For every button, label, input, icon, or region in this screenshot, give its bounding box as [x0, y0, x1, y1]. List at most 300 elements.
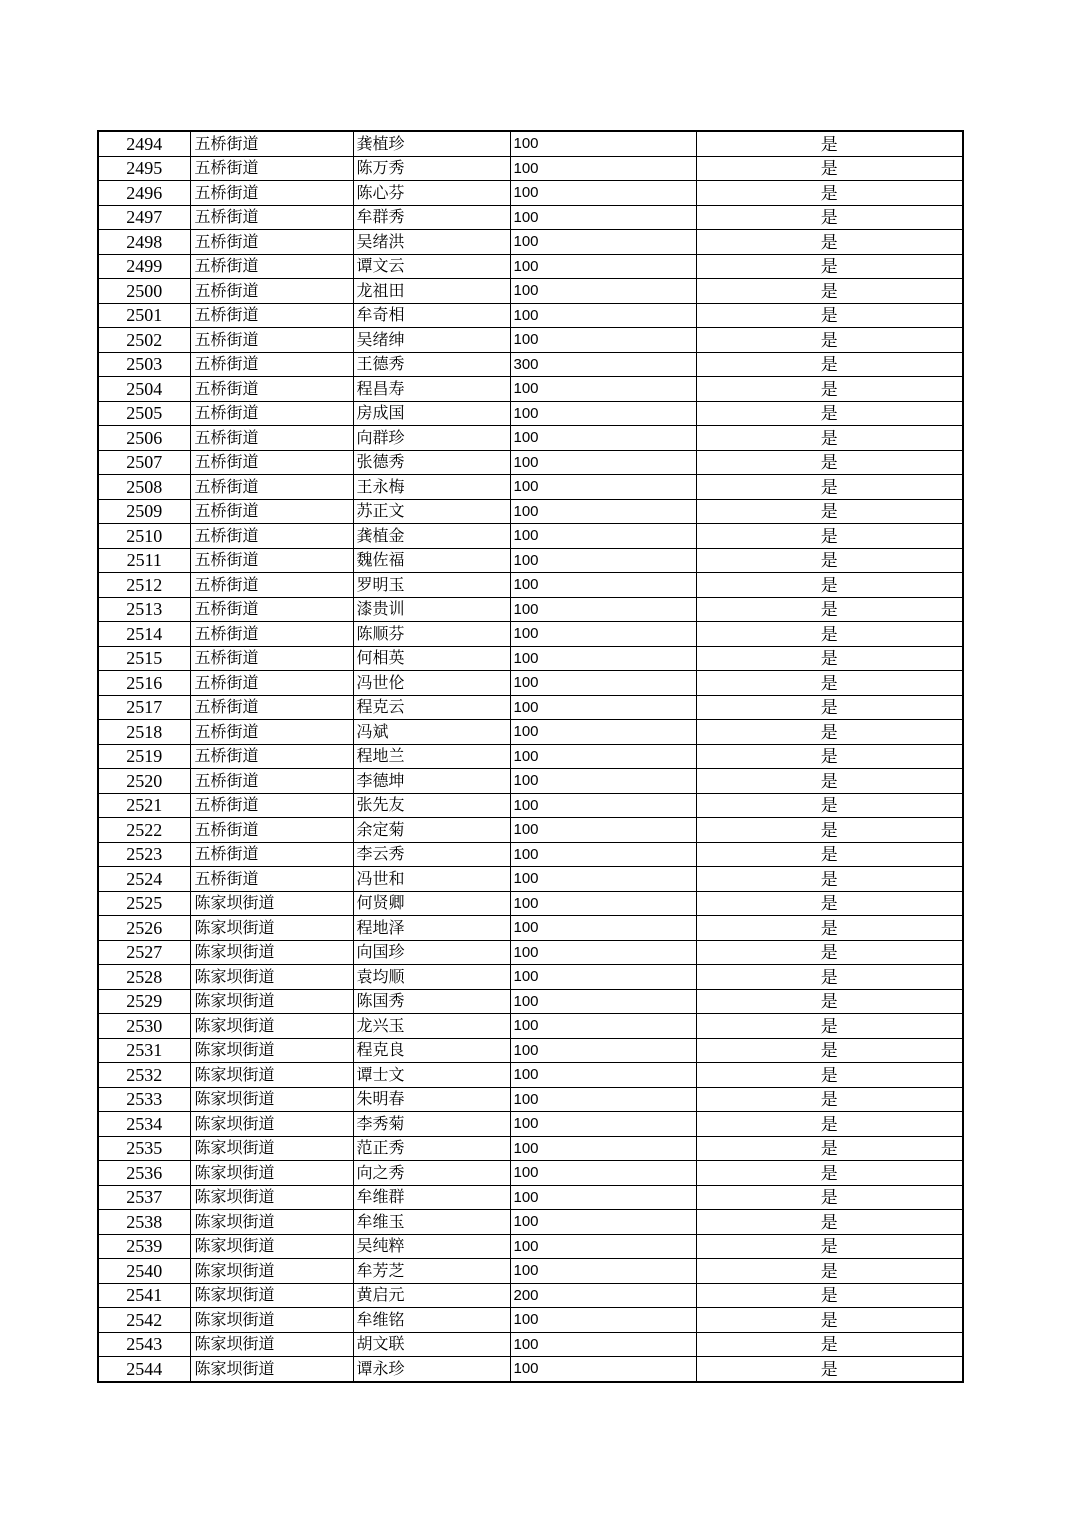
street-cell: 陈家坝街道 [190, 1283, 353, 1308]
street-cell: 五桥街道 [190, 524, 353, 549]
row-number-cell: 2498 [98, 230, 190, 255]
street-cell: 陈家坝街道 [190, 891, 353, 916]
street-cell: 陈家坝街道 [190, 1210, 353, 1235]
table-row [98, 303, 963, 328]
street-cell: 陈家坝街道 [190, 1112, 353, 1137]
row-number-cell: 2528 [98, 965, 190, 990]
row-number-cell: 2512 [98, 573, 190, 598]
street-cell: 五桥街道 [190, 254, 353, 279]
status-cell: 是 [696, 1259, 963, 1284]
status-cell: 是 [696, 1014, 963, 1039]
person-name-cell: 冯世伦 [353, 671, 510, 696]
person-name-cell: 苏正文 [353, 499, 510, 524]
amount-cell: 100 [510, 279, 696, 304]
status-cell: 是 [696, 156, 963, 181]
person-name-cell: 袁均顺 [353, 965, 510, 990]
table-row [98, 450, 963, 475]
amount-cell: 200 [510, 1283, 696, 1308]
table-row [98, 230, 963, 255]
table-row [98, 548, 963, 573]
street-cell: 陈家坝街道 [190, 1087, 353, 1112]
street-cell: 五桥街道 [190, 720, 353, 745]
amount-cell: 100 [510, 1014, 696, 1039]
table-row [98, 1112, 963, 1137]
table-row [98, 1136, 963, 1161]
street-cell: 五桥街道 [190, 646, 353, 671]
amount-cell: 100 [510, 769, 696, 794]
person-name-cell: 程克云 [353, 695, 510, 720]
table-row [98, 377, 963, 402]
status-cell: 是 [696, 1234, 963, 1259]
status-cell: 是 [696, 1087, 963, 1112]
row-number-cell: 2505 [98, 401, 190, 426]
status-cell: 是 [696, 499, 963, 524]
amount-cell: 100 [510, 401, 696, 426]
person-name-cell: 陈万秀 [353, 156, 510, 181]
row-number-cell: 2509 [98, 499, 190, 524]
status-cell: 是 [696, 181, 963, 206]
status-cell: 是 [696, 842, 963, 867]
amount-cell: 100 [510, 1136, 696, 1161]
row-number-cell: 2506 [98, 426, 190, 451]
row-number-cell: 2511 [98, 548, 190, 573]
street-cell: 五桥街道 [190, 573, 353, 598]
status-cell: 是 [696, 401, 963, 426]
table-row [98, 1308, 963, 1333]
street-cell: 陈家坝街道 [190, 965, 353, 990]
street-cell: 五桥街道 [190, 475, 353, 500]
row-number-cell: 2535 [98, 1136, 190, 1161]
row-number-cell: 2500 [98, 279, 190, 304]
amount-cell: 100 [510, 156, 696, 181]
row-number-cell: 2525 [98, 891, 190, 916]
table-row [98, 1161, 963, 1186]
street-cell: 陈家坝街道 [190, 989, 353, 1014]
status-cell: 是 [696, 328, 963, 353]
person-name-cell: 龚植金 [353, 524, 510, 549]
status-cell: 是 [696, 1161, 963, 1186]
amount-cell: 100 [510, 842, 696, 867]
row-number-cell: 2533 [98, 1087, 190, 1112]
status-cell: 是 [696, 695, 963, 720]
person-name-cell: 漆贵训 [353, 597, 510, 622]
table-row [98, 1234, 963, 1259]
person-name-cell: 李秀菊 [353, 1112, 510, 1137]
row-number-cell: 2495 [98, 156, 190, 181]
status-cell: 是 [696, 769, 963, 794]
amount-cell: 100 [510, 450, 696, 475]
status-cell: 是 [696, 597, 963, 622]
status-cell: 是 [696, 524, 963, 549]
status-cell: 是 [696, 916, 963, 941]
person-name-cell: 牟群秀 [353, 205, 510, 230]
street-cell: 陈家坝街道 [190, 1185, 353, 1210]
table-row [98, 475, 963, 500]
row-number-cell: 2531 [98, 1038, 190, 1063]
person-name-cell: 李德坤 [353, 769, 510, 794]
street-cell: 五桥街道 [190, 426, 353, 451]
table-row [98, 793, 963, 818]
table-row [98, 744, 963, 769]
amount-cell: 100 [510, 230, 696, 255]
person-name-cell: 陈顺芬 [353, 622, 510, 647]
amount-cell: 100 [510, 524, 696, 549]
row-number-cell: 2520 [98, 769, 190, 794]
status-cell: 是 [696, 891, 963, 916]
person-name-cell: 何贤卿 [353, 891, 510, 916]
status-cell: 是 [696, 352, 963, 377]
status-cell: 是 [696, 989, 963, 1014]
row-number-cell: 2529 [98, 989, 190, 1014]
table-row [98, 1014, 963, 1039]
row-number-cell: 2530 [98, 1014, 190, 1039]
street-cell: 五桥街道 [190, 401, 353, 426]
table-row [98, 499, 963, 524]
table-row [98, 597, 963, 622]
status-cell: 是 [696, 744, 963, 769]
status-cell: 是 [696, 1210, 963, 1235]
street-cell: 五桥街道 [190, 818, 353, 843]
person-name-cell: 程地兰 [353, 744, 510, 769]
amount-cell: 100 [510, 671, 696, 696]
row-number-cell: 2524 [98, 867, 190, 892]
street-cell: 陈家坝街道 [190, 1161, 353, 1186]
row-number-cell: 2536 [98, 1161, 190, 1186]
row-number-cell: 2523 [98, 842, 190, 867]
row-number-cell: 2539 [98, 1234, 190, 1259]
table-row [98, 279, 963, 304]
table-row [98, 131, 963, 156]
street-cell: 五桥街道 [190, 548, 353, 573]
person-name-cell: 牟奇相 [353, 303, 510, 328]
person-name-cell: 李云秀 [353, 842, 510, 867]
amount-cell: 100 [510, 548, 696, 573]
street-cell: 陈家坝街道 [190, 1259, 353, 1284]
table-row [98, 254, 963, 279]
person-name-cell: 魏佐福 [353, 548, 510, 573]
row-number-cell: 2544 [98, 1357, 190, 1382]
row-number-cell: 2497 [98, 205, 190, 230]
status-cell: 是 [696, 475, 963, 500]
person-name-cell: 胡文联 [353, 1332, 510, 1357]
row-number-cell: 2496 [98, 181, 190, 206]
row-number-cell: 2513 [98, 597, 190, 622]
street-cell: 五桥街道 [190, 205, 353, 230]
table-row [98, 205, 963, 230]
status-cell: 是 [696, 254, 963, 279]
person-name-cell: 牟维玉 [353, 1210, 510, 1235]
amount-cell: 100 [510, 1038, 696, 1063]
street-cell: 五桥街道 [190, 597, 353, 622]
person-name-cell: 牟芳芝 [353, 1259, 510, 1284]
status-cell: 是 [696, 131, 963, 156]
row-number-cell: 2543 [98, 1332, 190, 1357]
status-cell: 是 [696, 793, 963, 818]
person-name-cell: 王德秀 [353, 352, 510, 377]
table-row [98, 156, 963, 181]
table-row [98, 1259, 963, 1284]
street-cell: 五桥街道 [190, 744, 353, 769]
row-number-cell: 2494 [98, 131, 190, 156]
person-name-cell: 牟维群 [353, 1185, 510, 1210]
amount-cell: 100 [510, 377, 696, 402]
status-cell: 是 [696, 867, 963, 892]
table-row [98, 818, 963, 843]
amount-cell: 100 [510, 475, 696, 500]
person-name-cell: 向国珍 [353, 940, 510, 965]
table-row [98, 181, 963, 206]
person-name-cell: 程克良 [353, 1038, 510, 1063]
table-row [98, 573, 963, 598]
row-number-cell: 2518 [98, 720, 190, 745]
table-row [98, 401, 963, 426]
table-row [98, 622, 963, 647]
person-name-cell: 龙祖田 [353, 279, 510, 304]
street-cell: 五桥街道 [190, 842, 353, 867]
row-number-cell: 2522 [98, 818, 190, 843]
status-cell: 是 [696, 1308, 963, 1333]
person-name-cell: 向群珍 [353, 426, 510, 451]
street-cell: 五桥街道 [190, 352, 353, 377]
table-row [98, 646, 963, 671]
person-name-cell: 余定菊 [353, 818, 510, 843]
amount-cell: 100 [510, 1063, 696, 1088]
street-cell: 五桥街道 [190, 450, 353, 475]
table-row [98, 1063, 963, 1088]
data-table [97, 130, 964, 1383]
row-number-cell: 2503 [98, 352, 190, 377]
amount-cell: 100 [510, 1185, 696, 1210]
amount-cell: 100 [510, 1308, 696, 1333]
status-cell: 是 [696, 377, 963, 402]
row-number-cell: 2538 [98, 1210, 190, 1235]
table-row [98, 524, 963, 549]
status-cell: 是 [696, 965, 963, 990]
status-cell: 是 [696, 818, 963, 843]
status-cell: 是 [696, 230, 963, 255]
amount-cell: 100 [510, 646, 696, 671]
amount-cell: 100 [510, 573, 696, 598]
person-name-cell: 黄启元 [353, 1283, 510, 1308]
person-name-cell: 王永梅 [353, 475, 510, 500]
street-cell: 五桥街道 [190, 328, 353, 353]
row-number-cell: 2510 [98, 524, 190, 549]
table-row [98, 769, 963, 794]
amount-cell: 100 [510, 989, 696, 1014]
street-cell: 五桥街道 [190, 230, 353, 255]
status-cell: 是 [696, 303, 963, 328]
status-cell: 是 [696, 426, 963, 451]
street-cell: 五桥街道 [190, 156, 353, 181]
street-cell: 陈家坝街道 [190, 1136, 353, 1161]
row-number-cell: 2526 [98, 916, 190, 941]
status-cell: 是 [696, 548, 963, 573]
table-row [98, 1210, 963, 1235]
table-row [98, 842, 963, 867]
status-cell: 是 [696, 279, 963, 304]
amount-cell: 100 [510, 1234, 696, 1259]
amount-cell: 100 [510, 1259, 696, 1284]
row-number-cell: 2501 [98, 303, 190, 328]
status-cell: 是 [696, 1283, 963, 1308]
row-number-cell: 2540 [98, 1259, 190, 1284]
person-name-cell: 吴绪洪 [353, 230, 510, 255]
status-cell: 是 [696, 720, 963, 745]
amount-cell: 100 [510, 916, 696, 941]
row-number-cell: 2502 [98, 328, 190, 353]
table-row [98, 965, 963, 990]
amount-cell: 100 [510, 205, 696, 230]
table-row [98, 1332, 963, 1357]
status-cell: 是 [696, 940, 963, 965]
person-name-cell: 吴绪绅 [353, 328, 510, 353]
table-row [98, 1283, 963, 1308]
amount-cell: 100 [510, 1161, 696, 1186]
status-cell: 是 [696, 671, 963, 696]
table-row [98, 720, 963, 745]
status-cell: 是 [696, 646, 963, 671]
amount-cell: 100 [510, 940, 696, 965]
street-cell: 陈家坝街道 [190, 1014, 353, 1039]
amount-cell: 100 [510, 1332, 696, 1357]
amount-cell: 300 [510, 352, 696, 377]
amount-cell: 100 [510, 744, 696, 769]
street-cell: 陈家坝街道 [190, 1332, 353, 1357]
status-cell: 是 [696, 1038, 963, 1063]
row-number-cell: 2519 [98, 744, 190, 769]
person-name-cell: 龚植珍 [353, 131, 510, 156]
amount-cell: 100 [510, 1210, 696, 1235]
person-name-cell: 冯世和 [353, 867, 510, 892]
table-row [98, 426, 963, 451]
person-name-cell: 陈国秀 [353, 989, 510, 1014]
street-cell: 五桥街道 [190, 867, 353, 892]
street-cell: 五桥街道 [190, 622, 353, 647]
status-cell: 是 [696, 1185, 963, 1210]
amount-cell: 100 [510, 793, 696, 818]
status-cell: 是 [696, 1332, 963, 1357]
street-cell: 五桥街道 [190, 793, 353, 818]
amount-cell: 100 [510, 254, 696, 279]
amount-cell: 100 [510, 622, 696, 647]
amount-cell: 100 [510, 891, 696, 916]
person-name-cell: 张先友 [353, 793, 510, 818]
amount-cell: 100 [510, 965, 696, 990]
amount-cell: 100 [510, 303, 696, 328]
table-row [98, 940, 963, 965]
status-cell: 是 [696, 450, 963, 475]
street-cell: 五桥街道 [190, 181, 353, 206]
amount-cell: 100 [510, 1357, 696, 1382]
amount-cell: 100 [510, 131, 696, 156]
table-row [98, 352, 963, 377]
status-cell: 是 [696, 205, 963, 230]
row-number-cell: 2515 [98, 646, 190, 671]
person-name-cell: 张德秀 [353, 450, 510, 475]
table-row [98, 328, 963, 353]
status-cell: 是 [696, 573, 963, 598]
status-cell: 是 [696, 1357, 963, 1382]
amount-cell: 100 [510, 499, 696, 524]
status-cell: 是 [696, 1136, 963, 1161]
street-cell: 五桥街道 [190, 695, 353, 720]
table-row [98, 695, 963, 720]
amount-cell: 100 [510, 720, 696, 745]
row-number-cell: 2537 [98, 1185, 190, 1210]
amount-cell: 100 [510, 597, 696, 622]
table-body [98, 131, 963, 1382]
person-name-cell: 冯斌 [353, 720, 510, 745]
street-cell: 五桥街道 [190, 671, 353, 696]
row-number-cell: 2527 [98, 940, 190, 965]
table-row [98, 989, 963, 1014]
amount-cell: 100 [510, 328, 696, 353]
row-number-cell: 2507 [98, 450, 190, 475]
table-row [98, 671, 963, 696]
row-number-cell: 2521 [98, 793, 190, 818]
person-name-cell: 罗明玉 [353, 573, 510, 598]
table-row [98, 1087, 963, 1112]
table-row [98, 1357, 963, 1382]
row-number-cell: 2504 [98, 377, 190, 402]
person-name-cell: 牟维铭 [353, 1308, 510, 1333]
street-cell: 陈家坝街道 [190, 1234, 353, 1259]
status-cell: 是 [696, 1112, 963, 1137]
street-cell: 陈家坝街道 [190, 1357, 353, 1382]
table-row [98, 867, 963, 892]
row-number-cell: 2514 [98, 622, 190, 647]
person-name-cell: 陈心芬 [353, 181, 510, 206]
row-number-cell: 2508 [98, 475, 190, 500]
amount-cell: 100 [510, 695, 696, 720]
street-cell: 陈家坝街道 [190, 1308, 353, 1333]
amount-cell: 100 [510, 426, 696, 451]
person-name-cell: 吴纯粹 [353, 1234, 510, 1259]
street-cell: 陈家坝街道 [190, 940, 353, 965]
status-cell: 是 [696, 1063, 963, 1088]
amount-cell: 100 [510, 1112, 696, 1137]
street-cell: 五桥街道 [190, 131, 353, 156]
street-cell: 陈家坝街道 [190, 1063, 353, 1088]
table-row [98, 916, 963, 941]
amount-cell: 100 [510, 181, 696, 206]
row-number-cell: 2516 [98, 671, 190, 696]
person-name-cell: 谭文云 [353, 254, 510, 279]
street-cell: 五桥街道 [190, 279, 353, 304]
person-name-cell: 朱明春 [353, 1087, 510, 1112]
person-name-cell: 龙兴玉 [353, 1014, 510, 1039]
row-number-cell: 2534 [98, 1112, 190, 1137]
person-name-cell: 谭永珍 [353, 1357, 510, 1382]
person-name-cell: 房成国 [353, 401, 510, 426]
status-cell: 是 [696, 622, 963, 647]
street-cell: 陈家坝街道 [190, 1038, 353, 1063]
table-row [98, 1038, 963, 1063]
street-cell: 五桥街道 [190, 499, 353, 524]
person-name-cell: 向之秀 [353, 1161, 510, 1186]
amount-cell: 100 [510, 818, 696, 843]
amount-cell: 100 [510, 867, 696, 892]
row-number-cell: 2499 [98, 254, 190, 279]
person-name-cell: 范正秀 [353, 1136, 510, 1161]
row-number-cell: 2532 [98, 1063, 190, 1088]
street-cell: 五桥街道 [190, 377, 353, 402]
row-number-cell: 2517 [98, 695, 190, 720]
row-number-cell: 2542 [98, 1308, 190, 1333]
table-row [98, 891, 963, 916]
person-name-cell: 谭士文 [353, 1063, 510, 1088]
row-number-cell: 2541 [98, 1283, 190, 1308]
